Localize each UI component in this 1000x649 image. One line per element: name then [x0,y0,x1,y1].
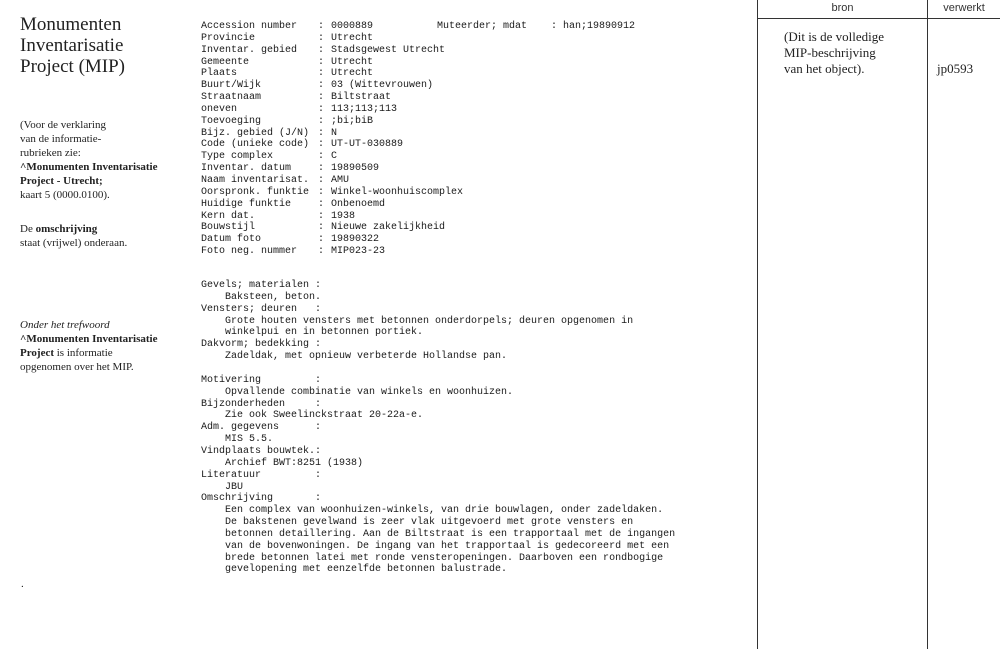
field-value: Utrecht [331,68,374,80]
adm-gegevens-label: Adm. gegevens : [201,422,322,434]
record-fields [201,21,741,258]
field-value: C [331,151,338,163]
field-value: N [331,127,338,139]
field-row [201,246,741,258]
field-value: UT-UT-030889 [331,139,404,151]
description-location-note [20,222,185,250]
field-separator: : [318,246,325,258]
field-value: Nieuwe zakelijkheid [331,222,446,234]
field-row [201,175,741,187]
table-divider-left [757,0,758,649]
field-separator: : [318,92,325,104]
field-separator: : [318,186,325,198]
note3-rest: is informatie [54,347,113,359]
mip-title-block [20,14,180,77]
field-separator: : [318,210,325,222]
verwerkt-cell: jp0593 [937,61,974,76]
field-separator: : [318,198,325,210]
bijzonderheden-text: Zie ook Sweelinckstraat 20-22a-e. [225,410,424,422]
note2-bold: omschrijving [35,223,98,235]
field-separator: : [318,174,325,186]
field-value: Utrecht [331,56,374,68]
field-row [201,199,741,211]
muteerder-field: Muteerder; mdat : han;19890912 [437,21,636,32]
field-value: Biltstraat [331,92,392,104]
field-label: Buurt/Wijk [201,80,262,92]
field-label: Kern dat. [201,210,256,222]
field-label: oneven [201,103,238,115]
adm-gegevens-text: MIS 5.5. [225,434,274,446]
field-label: Type complex [201,151,274,163]
field-row [201,57,741,69]
field-label: Bijz. gebied (J/N) [201,127,310,139]
note1-line-2: van de informatie- [20,133,102,145]
note3-line-1: Onder het trefwoord [20,319,110,331]
omschrijving-line: De bakstenen gevelwand is zeer vlak uitgevoerd met grote vensters en [225,517,634,529]
field-row [201,234,741,246]
vensters-text-1: Grote houten vensters met betonnen onderdorpels; deuren opgenomen in [225,315,634,327]
table-divider-middle [927,0,928,649]
vensters-label: Vensters; deuren : [201,303,322,315]
field-value: 19890322 [331,234,380,246]
field-label: Oorspronk. funktie [201,186,310,198]
note3-link-title[interactable]: ^Monumenten Inventarisatie [20,333,158,345]
field-value: AMU [331,174,350,186]
omschrijving-line: Een complex van woonhuizen-winkels, van drie bouwlagen, onder zadeldaken. [225,505,664,517]
field-row [201,128,741,140]
title-line-1: Monumenten [20,14,122,35]
motivering-label: Motivering : [201,374,322,386]
field-list [201,21,741,258]
gevels-text: Baksteen, beton. [225,291,322,303]
field-row [201,151,741,163]
field-row [201,187,741,199]
omschrijving-line: van de bovenwoningen. De ingang van het trapportaal is gedecoreerd met een [225,540,670,552]
field-value: 1938 [331,210,356,222]
field-label: Bouwstijl [201,222,256,234]
field-separator: : [318,115,325,127]
field-value: 19890509 [331,163,380,175]
field-label: Toevoeging [201,115,262,127]
note1-line-card: kaart 5 (0000.0100). [20,189,110,201]
field-value: 113;113;113 [331,103,398,115]
note3-line-4: opgenomen over het MIP. [20,361,134,373]
note1-link-title[interactable]: ^Monumenten Inventarisatie [20,161,158,173]
column-header-bron: bron [831,2,854,14]
field-separator: : [318,80,325,92]
column-header-verwerkt: verwerkt [943,2,985,14]
field-row [201,80,741,92]
note2-line-2: staat (vrijwel) onderaan. [20,237,128,249]
field-label: Straatnaam [201,92,262,104]
field-separator: : [318,234,325,246]
info-rubrics-note [20,118,185,202]
bron-cell [784,29,924,77]
field-row [201,222,741,234]
note1-link-subtitle[interactable]: Project - Utrecht; [20,175,103,187]
field-row [201,68,741,80]
mip-title [20,14,180,77]
field-value: ;bi;biB [331,115,374,127]
dakvorm-text: Zadeldak, met opnieuw verbeterde Hollandse pan. [225,351,508,363]
field-label: Gemeente [201,56,250,68]
bron-line-3: van het object). [784,61,865,76]
stray-dot: . [21,578,24,590]
keyword-note [20,318,185,374]
vindplaats-label: Vindplaats bouwtek.: [201,445,322,457]
field-row [201,45,741,57]
field-separator: : [318,44,325,56]
field-label: Huidige funktie [201,198,292,210]
literatuur-label: Literatuur : [201,469,322,481]
note1-line-3: rubrieken zie: [20,147,81,159]
bron-line-1: (Dit is de volledige [784,29,885,44]
field-separator: : [318,56,325,68]
title-line-2: Inventarisatie [20,35,124,56]
field-row [201,163,741,175]
omschrijving-line: gevelopening met eenzelfde betonnen balustrade. [225,564,508,576]
field-row [201,92,741,104]
field-label: Code (unieke code) [201,139,310,151]
field-value: 03 (Wittevrouwen) [331,80,434,92]
bijzonderheden-label: Bijzonderheden : [201,398,322,410]
field-label: Naam inventarisat. [201,174,310,186]
motivering-text: Opvallende combinatie van winkels en woonhuizen. [225,386,514,398]
field-label: Foto neg. nummer [201,246,298,258]
note3-link-project[interactable]: Project [20,347,54,359]
table-header-rule [757,18,1000,19]
field-separator: : [318,127,325,139]
note2-prefix: De [20,223,36,235]
literatuur-text: JBU [225,481,244,493]
field-separator: : [318,151,325,163]
field-separator: : [318,163,325,175]
record-description [201,280,741,576]
field-separator: : [318,222,325,234]
field-label: Inventar. gebied [201,44,298,56]
title-line-3: Project (MIP) [20,56,126,77]
field-value: Onbenoemd [331,198,386,210]
field-label: Provincie [201,32,256,44]
field-separator: : [318,32,325,44]
gevels-label: Gevels; materialen : [201,280,322,291]
vensters-text-2: winkelpui en in betonnen portiek. [225,327,424,339]
field-label: Datum foto [201,234,262,246]
bron-line-2: MIP-beschrijving [784,45,876,60]
field-label: Accession number [201,21,298,32]
dakvorm-label: Dakvorm; bedekking : [201,339,322,351]
field-value: 0000889 [331,21,374,32]
omschrijving-line: brede betonnen latei met ronde vensteropeningen. Daarboven een rondbogige [225,552,664,564]
field-separator: : [318,103,325,115]
omschrijving-label: Omschrijving : [201,493,322,505]
field-value: Utrecht [331,32,374,44]
field-separator: : [318,68,325,80]
field-label: Plaats [201,68,238,80]
field-row [201,211,741,223]
field-value: MIP023-23 [331,246,386,258]
vindplaats-text: Archief BWT:8251 (1938) [225,457,364,469]
note1-line-1: (Voor de verklaring [20,119,106,131]
field-separator: : [318,21,325,32]
field-value: Winkel-woonhuiscomplex [331,186,464,198]
field-value: Stadsgewest Utrecht [331,44,446,56]
field-label: Inventar. datum [201,163,292,175]
field-row [201,139,741,151]
field-row [201,33,741,45]
field-row [201,104,741,116]
field-separator: : [318,139,325,151]
omschrijving-line: betonnen detaillering. Aan de Biltstraat is een trapportaal met de ingangen [225,528,676,540]
field-row [201,116,741,128]
